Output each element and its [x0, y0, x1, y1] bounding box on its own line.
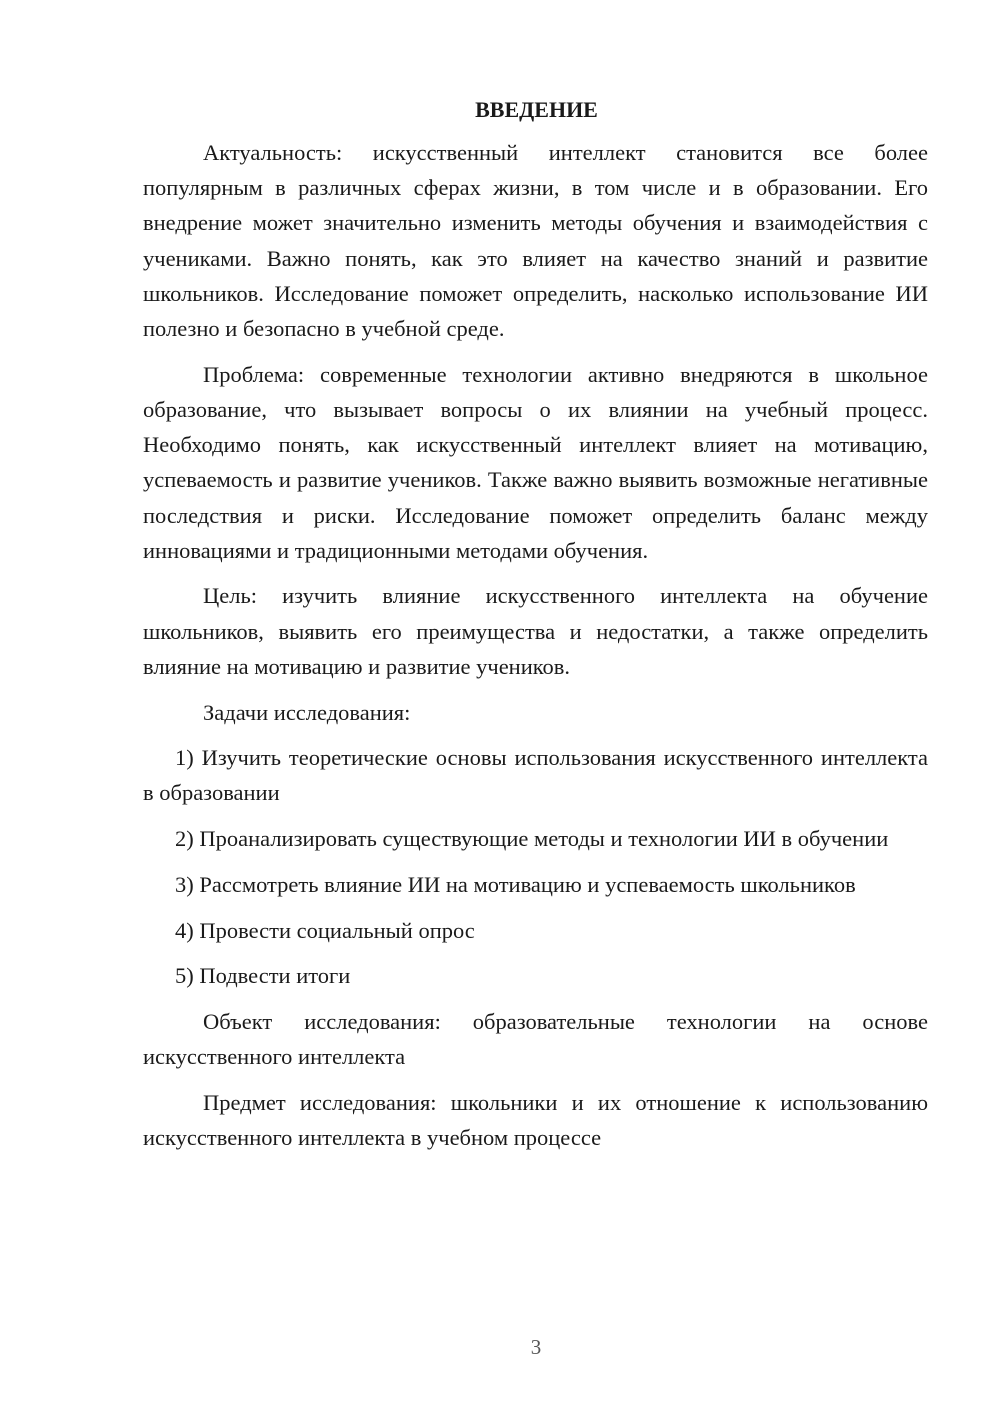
paragraph-relevance: Актуальность: искусственный интеллект становится все более популярным в различных сферах жизни, в том числе и в образовании. Его внедрение может значительно изменить методы обучения и взаимодействия с учениками. Важно понять, как это влияет на качество знаний и развитие школьников. Исследование поможет определить, насколько использование ИИ полезно и безопасно в учебной среде.: [143, 140, 928, 342]
task-item-1: 1) Изучить теоретические основы использования искусственного интеллекта в образовании: [143, 745, 928, 806]
task-item-4: 4) Провести социальный опрос: [175, 917, 475, 943]
paragraph-problem: Проблема: современные технологии активно внедряются в школьное образование, что вызывает вопросы о их влиянии на учебный процесс. Необходимо понять, как искусственный интеллект влияет на мотивацию, успеваемость и развитие учеников. Также важно выявить возможные негативные последствия и риски. Исследование поможет определить баланс между инновациями и традиционными методами обучения.: [143, 361, 928, 563]
task-item-2: 2) Проанализировать существующие методы и технологии ИИ в обучении: [175, 826, 889, 852]
paragraph-subject: Предмет исследования: школьники и их отношение к использованию искусственного интеллекта в учебном процессе: [143, 1089, 928, 1151]
paragraph-goal: Цель: изучить влияние искусственного интеллекта на обучение школьников, выявить его преимущества и недостатки, а также определить влияние на мотивацию и развитие учеников.: [143, 583, 928, 679]
page-number: 3: [530, 1335, 542, 1359]
section-title: ВВЕДЕНИЕ: [475, 97, 598, 122]
task-item-3: 3) Рассмотреть влияние ИИ на мотивацию и успеваемость школьников: [175, 871, 856, 897]
task-item-5: 5) Подвести итоги: [175, 963, 351, 989]
document-page: [143, 92, 928, 1155]
paragraph-object: Объект исследования: образовательные технологии на основе искусственного интеллекта: [143, 1008, 928, 1070]
paragraph-tasks-heading: Задачи исследования:: [203, 699, 411, 725]
